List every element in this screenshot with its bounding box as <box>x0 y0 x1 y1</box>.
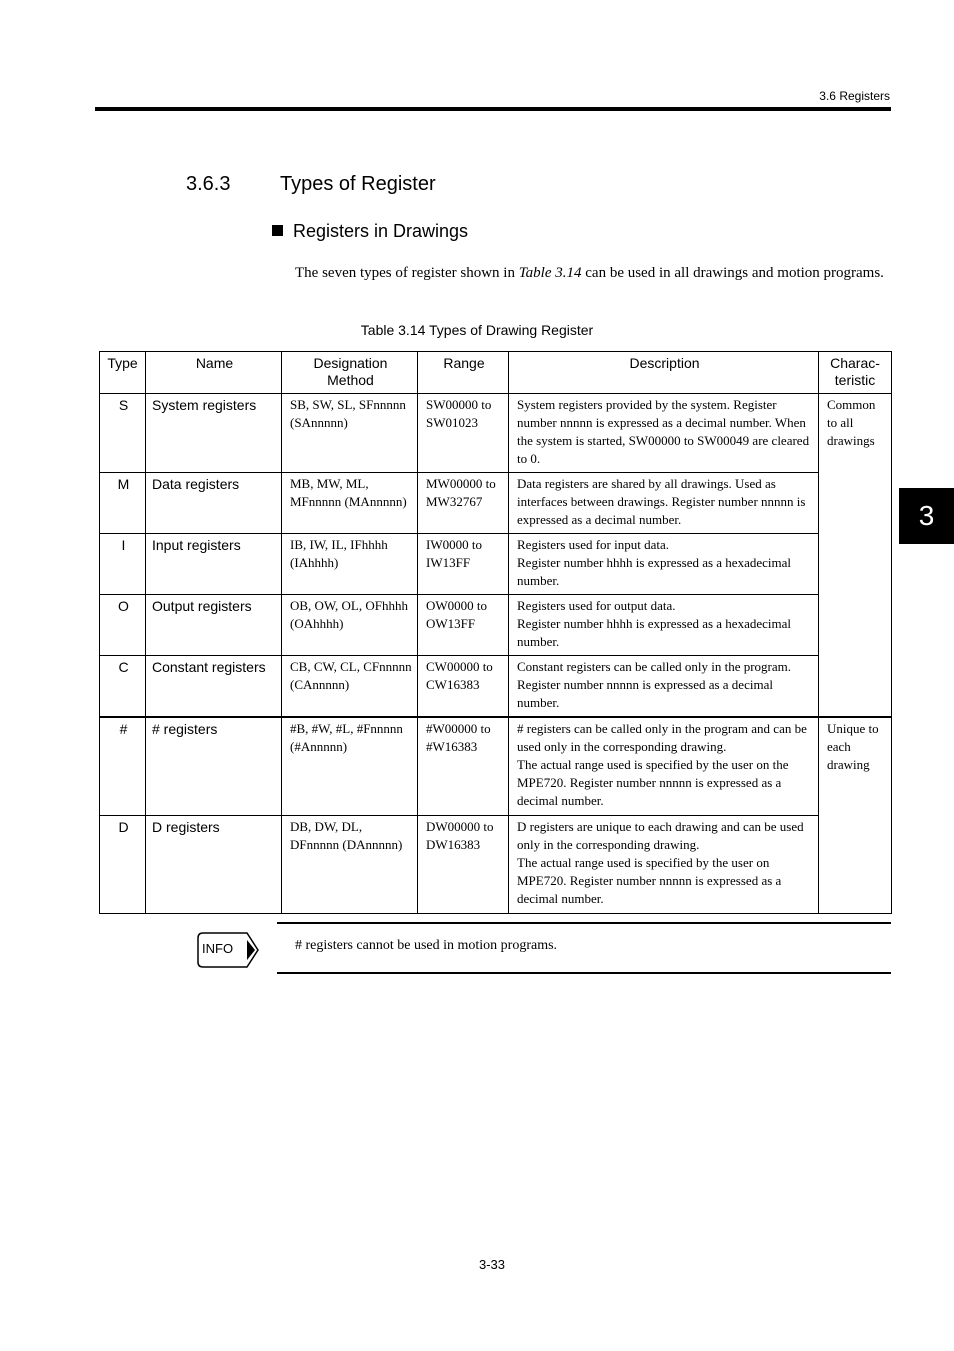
info-icon-label: INFO <box>202 941 234 956</box>
cell-type: # <box>100 717 146 815</box>
cell-name: Output registers <box>146 595 282 656</box>
table-reference: Table 3.14 <box>518 265 582 281</box>
header-type: Type <box>100 352 146 394</box>
cell-characteristic-common: Common to all drawings <box>819 394 892 718</box>
cell-description: Registers used for input data. Register number hhhh is expressed as a hexadecimal number. <box>509 534 819 595</box>
cell-name: # registers <box>146 717 282 815</box>
chapter-tab: 3 <box>899 488 954 544</box>
table-row <box>100 595 892 656</box>
table-row <box>100 815 892 913</box>
cell-range: OW0000 to OW13FF <box>418 595 509 656</box>
section-number: 3.6.3 <box>186 173 231 195</box>
subsection-title-text: Registers in Drawings <box>293 221 469 241</box>
cell-designation: CB, CW, CL, CFnnnnn (CAnnnnn) <box>282 656 418 718</box>
section-title <box>186 173 436 196</box>
cell-type: C <box>100 656 146 718</box>
cell-type: S <box>100 394 146 473</box>
cell-description: # registers can be called only in the program and can be used only in the corresponding drawing. The actual range used is specified by the user on the MPE720. Register number nnnnn is expressed as a decimal number. <box>509 717 819 815</box>
cell-range: SW00000 to SW01023 <box>418 394 509 473</box>
cell-type: D <box>100 815 146 913</box>
square-bullet-icon <box>272 225 283 236</box>
cell-designation: IB, IW, IL, IFhhhh (IAhhhh) <box>282 534 418 595</box>
cell-name: Constant registers <box>146 656 282 718</box>
table-row <box>100 394 892 473</box>
section-title-text: Types of Register <box>280 173 436 195</box>
header-range: Range <box>418 352 509 394</box>
cell-type: O <box>100 595 146 656</box>
register-table <box>99 351 892 914</box>
table-caption: Table 3.14 Types of Drawing Register <box>360 322 594 338</box>
cell-range: MW00000 to MW32767 <box>418 473 509 534</box>
cell-name: Data registers <box>146 473 282 534</box>
cell-type: M <box>100 473 146 534</box>
cell-description: Registers used for output data. Register number hhhh is expressed as a hexadecimal number. <box>509 595 819 656</box>
table-row <box>100 656 892 718</box>
cell-designation: OB, OW, OL, OFhhhh (OAhhhh) <box>282 595 418 656</box>
cell-range: #W00000 to #W16383 <box>418 717 509 815</box>
intro-paragraph: The seven types of register shown in Table 3.14 can be used in all drawings and motion programs. <box>295 265 884 281</box>
cell-range: CW00000 to CW16383 <box>418 656 509 718</box>
cell-range: DW00000 to DW16383 <box>418 815 509 913</box>
cell-description: Constant registers can be called only in the program. Register number nnnnn is expressed as a decimal number. <box>509 656 819 718</box>
cell-range: IW0000 to IW13FF <box>418 534 509 595</box>
info-rule-top <box>277 922 891 924</box>
table-row <box>100 534 892 595</box>
header-characteristic: Charac-teristic <box>819 352 892 394</box>
cell-name: System registers <box>146 394 282 473</box>
cell-characteristic-unique: Unique to each drawing <box>819 717 892 913</box>
cell-description: D registers are unique to each drawing and can be used only in the corresponding drawing. The actual range used is specified by the user on MPE720. Register number nnnnn is expressed as a decimal number. <box>509 815 819 913</box>
cell-designation: #B, #W, #L, #Fnnnnn (#Annnnn) <box>282 717 418 815</box>
cell-type: I <box>100 534 146 595</box>
cell-designation: SB, SW, SL, SFnnnnn (SAnnnnn) <box>282 394 418 473</box>
table-row <box>100 473 892 534</box>
header-designation: Designation Method <box>282 352 418 394</box>
header-rule <box>95 107 891 111</box>
cell-description: System registers provided by the system. Register number nnnnn is expressed as a decimal number. When the system is started, SW00000 to SW00049 are cleared to 0. <box>509 394 819 473</box>
table-row <box>100 717 892 815</box>
page-number: 3-33 <box>478 1257 506 1272</box>
header-description: Description <box>509 352 819 394</box>
cell-name: Input registers <box>146 534 282 595</box>
cell-designation: MB, MW, ML, MFnnnnn (MAnnnnn) <box>282 473 418 534</box>
cell-description: Data registers are shared by all drawings. Used as interfaces between drawings. Register number nnnnn is expressed as a decimal number. <box>509 473 819 534</box>
subsection-title <box>272 221 468 242</box>
running-header: 3.6 Registers <box>819 89 890 103</box>
table-header-row <box>100 352 892 394</box>
cell-designation: DB, DW, DL, DFnnnnn (DAnnnnn) <box>282 815 418 913</box>
cell-name: D registers <box>146 815 282 913</box>
header-name: Name <box>146 352 282 394</box>
info-rule-bottom <box>277 972 891 974</box>
info-text: # registers cannot be used in motion programs. <box>295 938 558 953</box>
